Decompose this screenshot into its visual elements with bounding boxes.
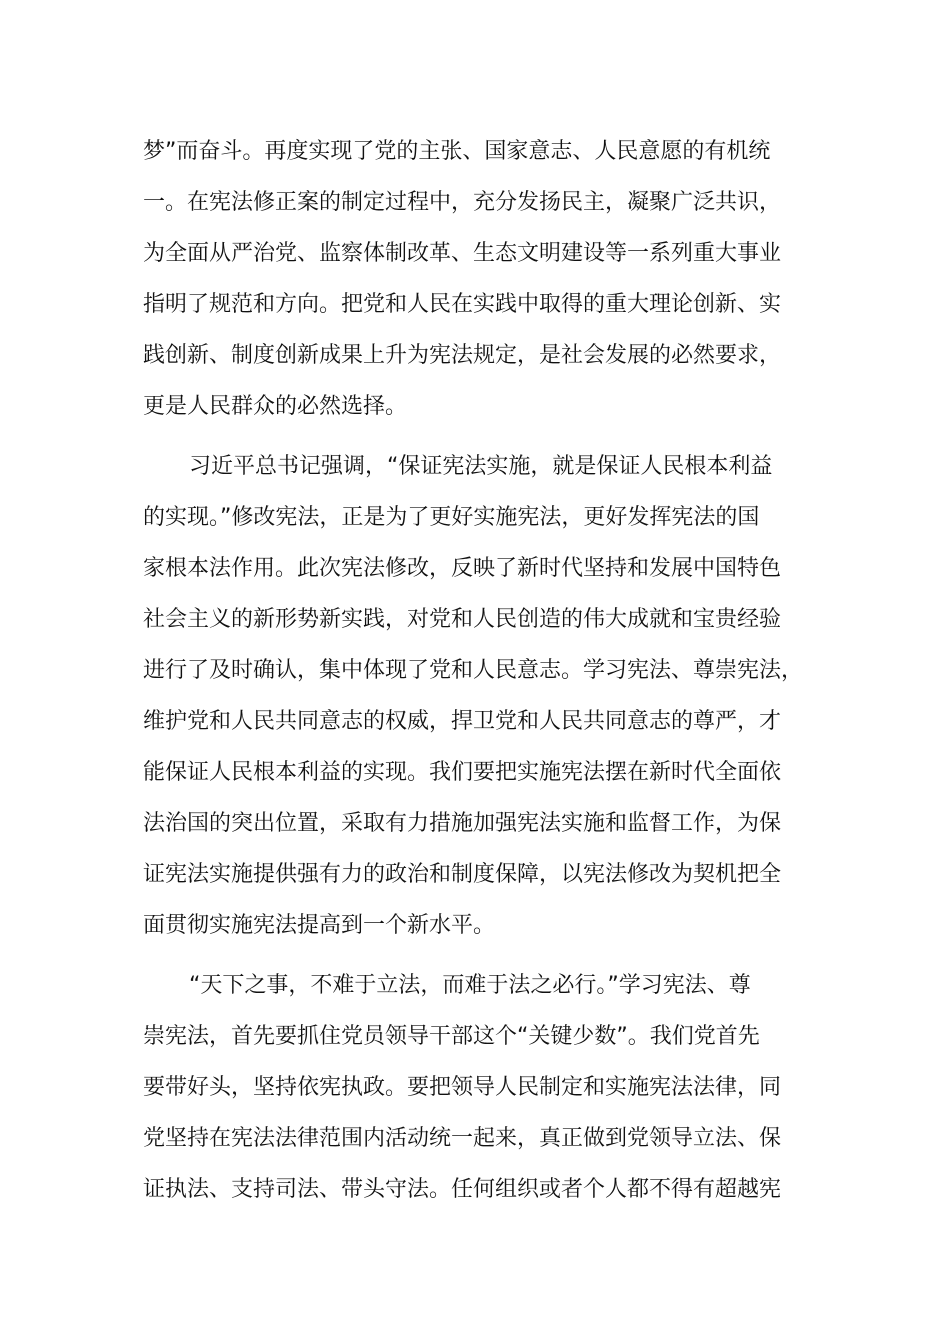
text-line: 践创新、制度创新成果上升为宪法规定，是社会发展的必然要求，	[143, 343, 782, 368]
text-line: 证执法、支持司法、带头守法。任何组织或者个人都不得有超越宪	[143, 1177, 782, 1202]
text-line: 梦”而奋斗。再度实现了党的主张、国家意志、人民意愿的有机统	[143, 139, 771, 164]
text-line: 面贯彻实施宪法提高到一个新水平。	[143, 913, 496, 938]
text-line: 法治国的突出位置，采取有力措施加强宪法实施和监督工作，为保	[143, 811, 782, 836]
text-line: 崇宪法，首先要抓住党员领导干部这个“关键少数”。我们党首先	[143, 1024, 760, 1049]
text-line: 能保证人民根本利益的实现。我们要把实施宪法摆在新时代全面依	[143, 760, 782, 785]
text-line: “天下之事，不难于立法，而难于法之必行。”学习宪法、尊	[189, 973, 751, 998]
text-line: 的实现。”修改宪法，正是为了更好实施宪法，更好发挥宪法的国	[143, 505, 760, 530]
text-line: 为全面从严治党、监察体制改革、生态文明建设等一系列重大事业	[143, 241, 782, 266]
text-line: 党坚持在宪法法律范围内活动统一起来，真正做到党领导立法、保	[143, 1126, 782, 1151]
document-body	[143, 126, 804, 1215]
paragraph-1	[143, 126, 795, 432]
text-line: 更是人民群众的必然选择。	[143, 394, 408, 419]
text-line: 家根本法作用。此次宪法修改，反映了新时代坚持和发展中国特色	[143, 556, 782, 581]
paragraph-3	[143, 960, 795, 1215]
text-line: 一。在宪法修正案的制定过程中，充分发扬民主，凝聚广泛共识，	[143, 190, 782, 215]
paragraph-2	[143, 441, 804, 951]
text-line: 要带好头，坚持依宪执政。要把领导人民制定和实施宪法法律，同	[143, 1075, 782, 1100]
text-line: 指明了规范和方向。把党和人民在实践中取得的重大理论创新、实	[143, 292, 782, 317]
text-line: 进行了及时确认，集中体现了党和人民意志。学习宪法、尊崇宪法，	[143, 658, 804, 683]
text-line: 证宪法实施提供强有力的政治和制度保障，以宪法修改为契机把全	[143, 862, 782, 887]
text-line: 维护党和人民共同意志的权威，捍卫党和人民共同意志的尊严，才	[143, 709, 782, 734]
text-line: 社会主义的新形势新实践，对党和人民创造的伟大成就和宝贵经验	[143, 607, 782, 632]
text-line: 习近平总书记强调，“保证宪法实施，就是保证人民根本利益	[189, 454, 773, 479]
